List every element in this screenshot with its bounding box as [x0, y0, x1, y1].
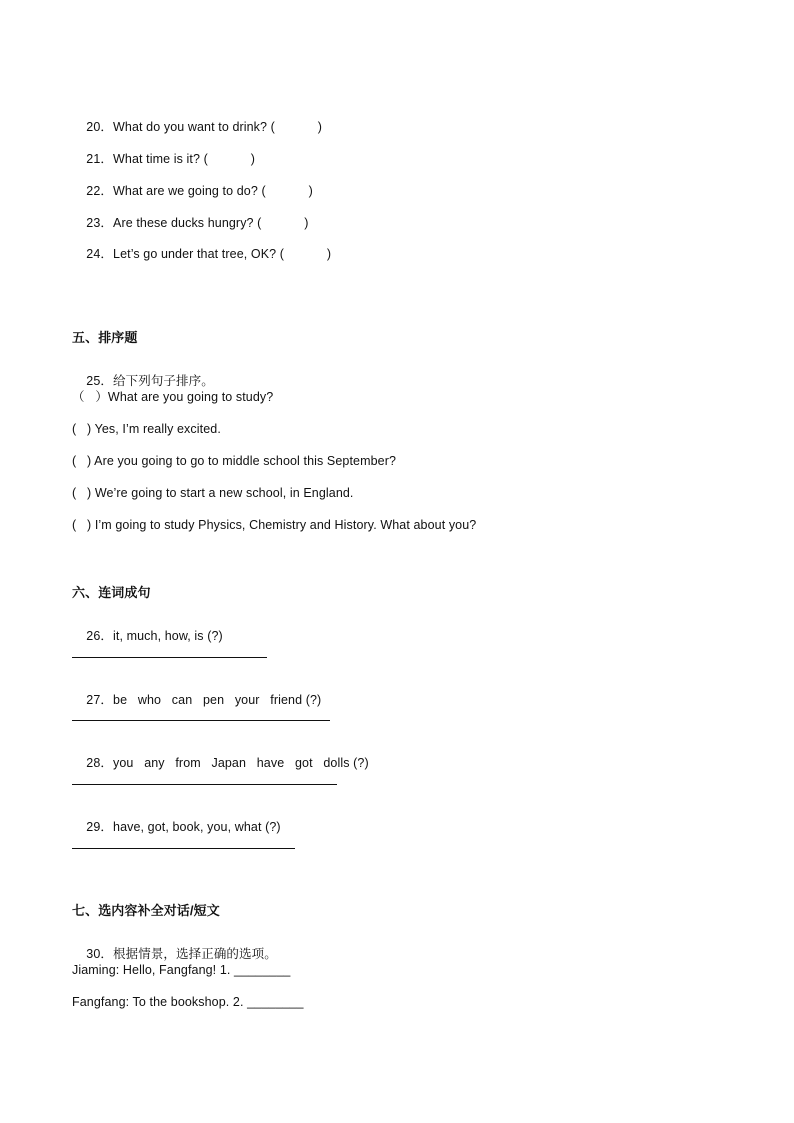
- question-number: 23．: [86, 216, 114, 230]
- answer-line[interactable]: [72, 720, 330, 721]
- question-number: 25．: [86, 374, 114, 388]
- section-heading-ordering: 五、排序题: [72, 330, 138, 345]
- question-text: 给下列句子排序。: [113, 374, 214, 388]
- question-27: [72, 676, 321, 724]
- ordering-item: （ ）What are you going to study?: [72, 390, 274, 404]
- question-number: 21．: [86, 152, 114, 166]
- question-number: 22．: [86, 184, 114, 198]
- answer-line[interactable]: [72, 784, 337, 785]
- section-heading-sentence-building: 六、连词成句: [72, 585, 151, 600]
- dialogue-line: Jiaming: Hello, Fangfang! 1. ________: [72, 963, 291, 977]
- dialogue-line: Fangfang: To the bookshop. 2. ________: [72, 995, 304, 1009]
- ordering-item: ( ) Yes, I’m really excited.: [72, 422, 221, 436]
- question-number: 30．: [86, 947, 114, 961]
- question-text: you any from Japan have got dolls (?): [113, 756, 369, 770]
- answer-line[interactable]: [72, 657, 267, 658]
- question-text: What do you want to drink? ( ): [113, 120, 323, 134]
- question-24: [72, 230, 331, 278]
- question-26: [72, 612, 223, 660]
- question-text: What time is it? ( ): [113, 152, 256, 166]
- question-28: [72, 739, 369, 787]
- question-text: have, got, book, you, what (?): [113, 820, 281, 834]
- question-number: 26．: [86, 629, 114, 643]
- ordering-item: ( ) We’re going to start a new school, in England.: [72, 486, 354, 500]
- question-number: 27．: [86, 693, 114, 707]
- question-text: it, much, how, is (?): [113, 629, 223, 643]
- question-text: be who can pen your friend (?): [113, 693, 322, 707]
- ordering-item: ( ) I’m going to study Physics, Chemistry and History. What about you?: [72, 518, 477, 532]
- question-number: 28．: [86, 756, 114, 770]
- section-heading-dialogue-completion: 七、选内容补全对话/短文: [72, 903, 220, 918]
- question-number: 24．: [86, 247, 114, 261]
- question-text: Are these ducks hungry? ( ): [113, 216, 309, 230]
- question-text: 根据情景，选择正确的选项。: [113, 947, 277, 961]
- ordering-item: ( ) Are you going to go to middle school this September?: [72, 454, 397, 468]
- answer-line[interactable]: [72, 848, 295, 849]
- question-29: [72, 803, 281, 851]
- question-number: 20．: [86, 120, 114, 134]
- question-text: Let’s go under that tree, OK? ( ): [113, 247, 332, 261]
- question-number: 29．: [86, 820, 114, 834]
- question-text: What are we going to do? ( ): [113, 184, 313, 198]
